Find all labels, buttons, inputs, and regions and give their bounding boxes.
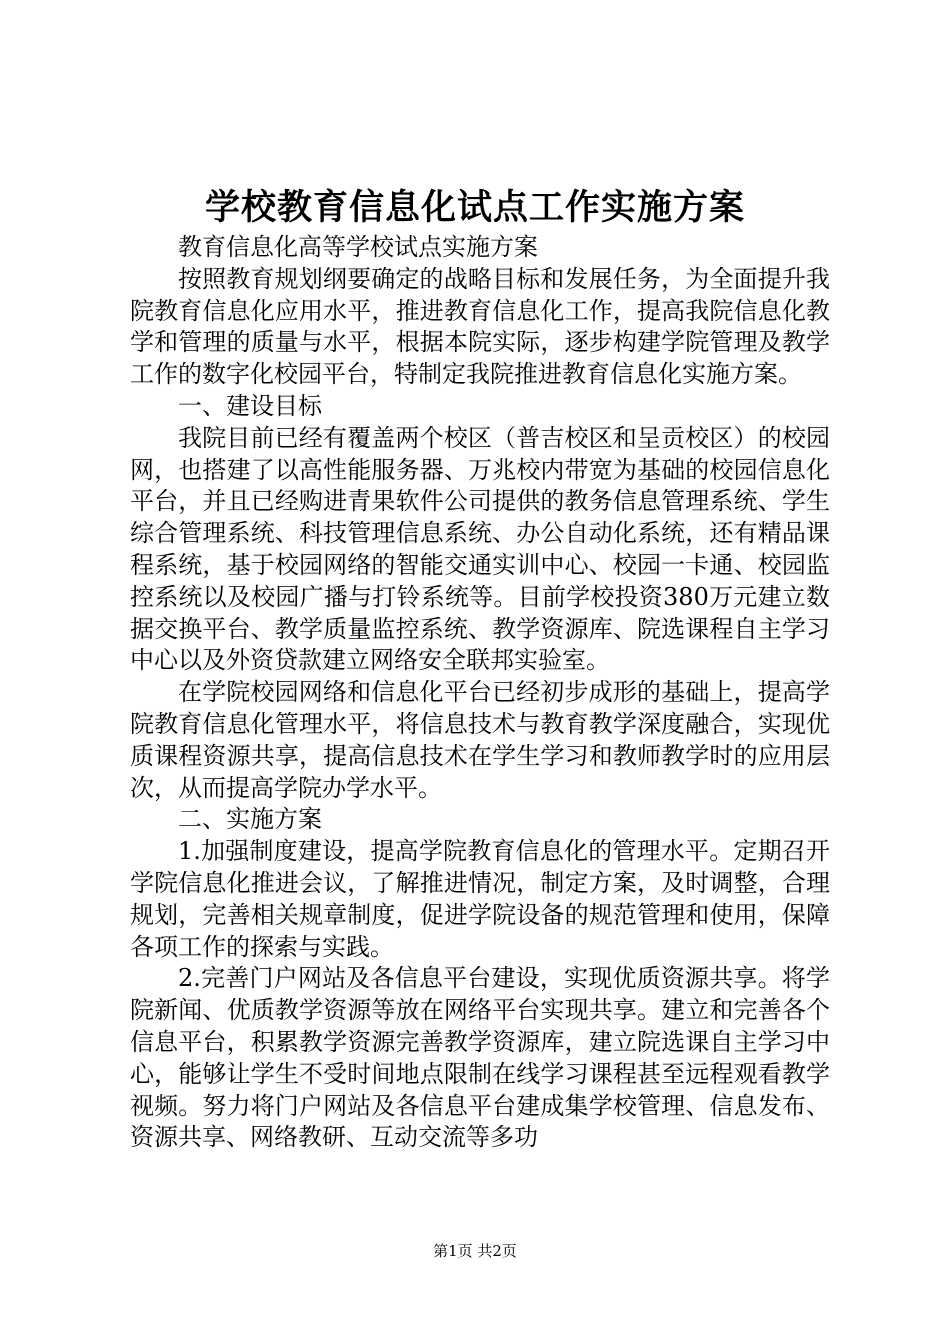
paragraph-plan-item-2: 2.完善门户网站及各信息平台建设，实现优质资源共享。将学院新闻、优质教学资源等放在网络平台实现共享。建立和完善各个信息平台，积累教学资源完善教学资源库，建立院选课自主学习中心，能够让学生不受时间地点限制在线学习课程甚至远程观看教学视频。努力将门户网站及各信息平台建成集学校管理、信息发布、资源共享、网络教研、互动交流等多功 [130, 964, 830, 1152]
paragraph-goals-continued: 在学院校园网络和信息化平台已经初步成形的基础上，提高学院教育信息化管理水平，将信息技术与教育教学深度融合，实现优质课程资源共享，提高信息技术在学生学习和教师教学时的应用层次，从而提高学院办学水平。 [130, 678, 830, 802]
paragraph-intro: 按照教育规划纲要确定的战略目标和发展任务，为全面提升我院教育信息化应用水平，推进教育信息化工作，提高我院信息化教学和管理的质量与水平，根据本院实际，逐步构建学院管理及教学工作的数字化校园平台，特制定我院推进教育信息化实施方案。 [130, 264, 830, 389]
section-heading-plan: 二、实施方案 [178, 805, 322, 834]
paragraph-goals: 我院目前已经有覆盖两个校区（普吉校区和呈贡校区）的校园网，也搭建了以高性能服务器、万兆校内带宽为基础的校园信息化平台，并且已经购进青果软件公司提供的教务信息管理系统、学生综合管理系统、科技管理信息系统、办公自动化系统，还有精品课程系统，基于校园网络的智能交通实训中心、校园一卡通、校园监控系统以及校园广播与打铃系统等。目前学校投资380万元建立数据交换平台、教学质量监控系统、教学资源库、院选课程自主学习中心以及外资贷款建立网络安全联邦实验室。 [130, 423, 830, 675]
paragraph-plan-item-1: 1.加强制度建设，提高学院教育信息化的管理水平。定期召开学院信息化推进会议，了解推进情况，制定方案，及时调整，合理规划，完善相关规章制度，促进学院设备的规范管理和使用，保障各项工作的探索与实践。 [130, 837, 830, 961]
paragraph-subtitle: 教育信息化高等学校试点实施方案 [178, 233, 538, 261]
document-body [130, 232, 830, 1154]
document-title: 学校教育信息化试点工作实施方案 [204, 187, 745, 228]
page-number-footer: 第1页 共2页 [433, 1242, 517, 1260]
section-heading-goals: 一、建设目标 [178, 391, 322, 420]
